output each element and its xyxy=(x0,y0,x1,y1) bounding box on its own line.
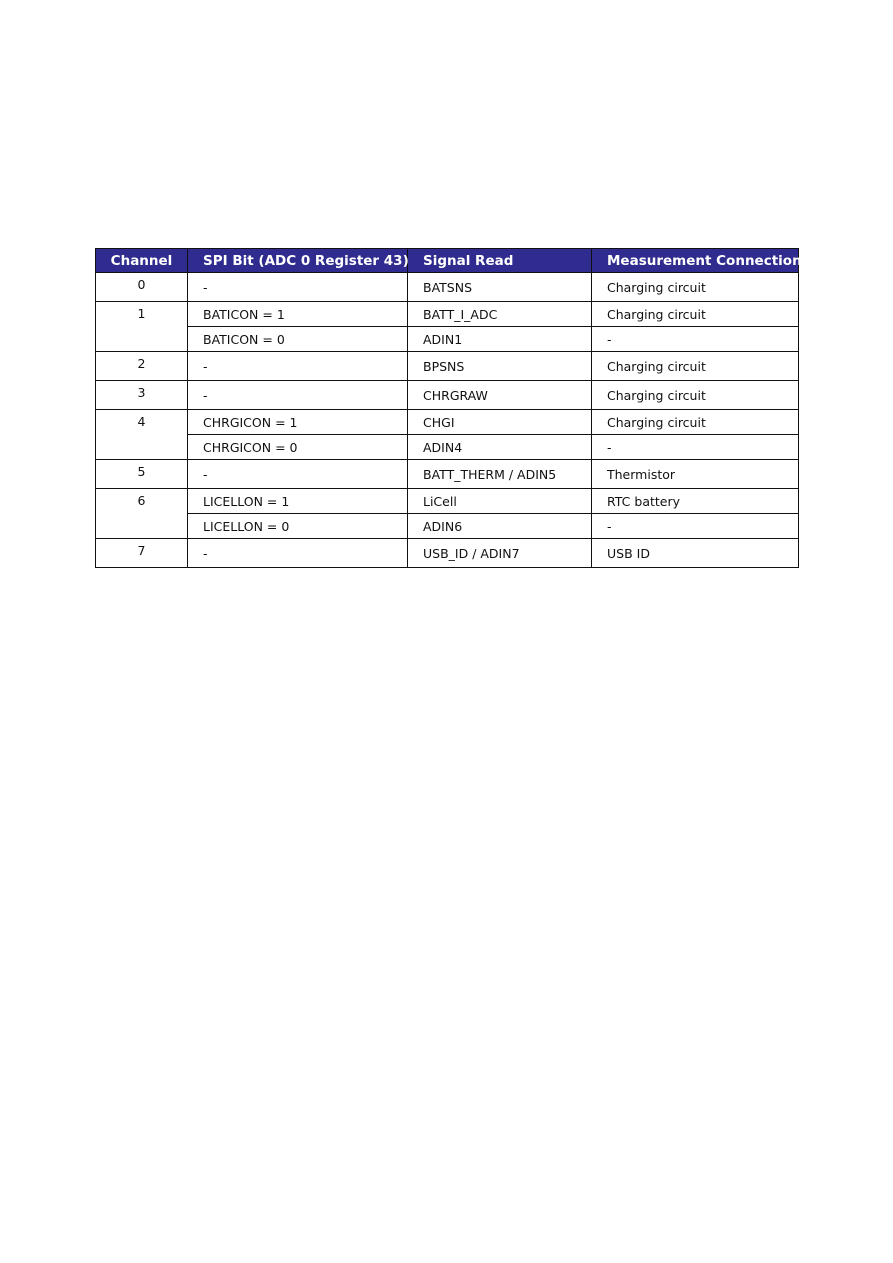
header-spi-bit: SPI Bit (ADC 0 Register 43) xyxy=(188,249,408,273)
channel-cell: 7 xyxy=(96,539,188,568)
signal-cell: ADIN4 xyxy=(408,435,592,460)
table-row xyxy=(96,381,799,410)
channel-cell: 6 xyxy=(96,489,188,539)
header-row xyxy=(96,249,799,273)
signal-cell: BATT_THERM / ADIN5 xyxy=(408,460,592,489)
table-row xyxy=(96,435,799,460)
connection-cell: RTC battery xyxy=(592,489,799,514)
signal-cell: LiCell xyxy=(408,489,592,514)
adc-channel-table xyxy=(95,248,802,568)
table-row xyxy=(96,514,799,539)
signal-cell: ADIN6 xyxy=(408,514,592,539)
table-row xyxy=(96,460,799,489)
connection-cell: - xyxy=(592,435,799,460)
connection-cell: - xyxy=(592,514,799,539)
table-body xyxy=(96,273,799,568)
connection-cell: - xyxy=(592,327,799,352)
spi-bit-cell: CHRGICON = 0 xyxy=(188,435,408,460)
table-row xyxy=(96,273,799,302)
channel-cell: 1 xyxy=(96,302,188,352)
spi-bit-cell: LICELLON = 1 xyxy=(188,489,408,514)
channel-cell: 2 xyxy=(96,352,188,381)
channel-cell: 5 xyxy=(96,460,188,489)
header-channel: Channel xyxy=(96,249,188,273)
connection-cell: Charging circuit xyxy=(592,381,799,410)
header-signal-read: Signal Read xyxy=(408,249,592,273)
connection-cell: Charging circuit xyxy=(592,273,799,302)
channel-cell: 0 xyxy=(96,273,188,302)
signal-cell: BATSNS xyxy=(408,273,592,302)
signal-cell: BPSNS xyxy=(408,352,592,381)
table-header xyxy=(96,249,802,273)
connection-cell: USB ID xyxy=(592,539,799,568)
signal-cell: CHRGRAW xyxy=(408,381,592,410)
spi-bit-cell: LICELLON = 0 xyxy=(188,514,408,539)
connection-cell: Charging circuit xyxy=(592,302,799,327)
spi-bit-cell: BATICON = 1 xyxy=(188,302,408,327)
spi-bit-cell: BATICON = 0 xyxy=(188,327,408,352)
table-row xyxy=(96,352,799,381)
table-row xyxy=(96,302,799,327)
table-row xyxy=(96,489,799,514)
spi-bit-cell: - xyxy=(188,273,408,302)
spi-bit-cell: - xyxy=(188,460,408,489)
channel-cell: 4 xyxy=(96,410,188,460)
connection-cell: Thermistor xyxy=(592,460,799,489)
connection-cell: Charging circuit xyxy=(592,410,799,435)
signal-cell: ADIN1 xyxy=(408,327,592,352)
spi-bit-cell: - xyxy=(188,381,408,410)
connection-cell: Charging circuit xyxy=(592,352,799,381)
table-row xyxy=(96,539,799,568)
table-row xyxy=(96,327,799,352)
signal-cell: USB_ID / ADIN7 xyxy=(408,539,592,568)
signal-cell: CHGI xyxy=(408,410,592,435)
table-row xyxy=(96,410,799,435)
channel-cell: 3 xyxy=(96,381,188,410)
spi-bit-cell: CHRGICON = 1 xyxy=(188,410,408,435)
spi-bit-cell: - xyxy=(188,352,408,381)
signal-cell: BATT_I_ADC xyxy=(408,302,592,327)
header-measurement-connection: Measurement Connection xyxy=(592,249,799,273)
spi-bit-cell: - xyxy=(188,539,408,568)
